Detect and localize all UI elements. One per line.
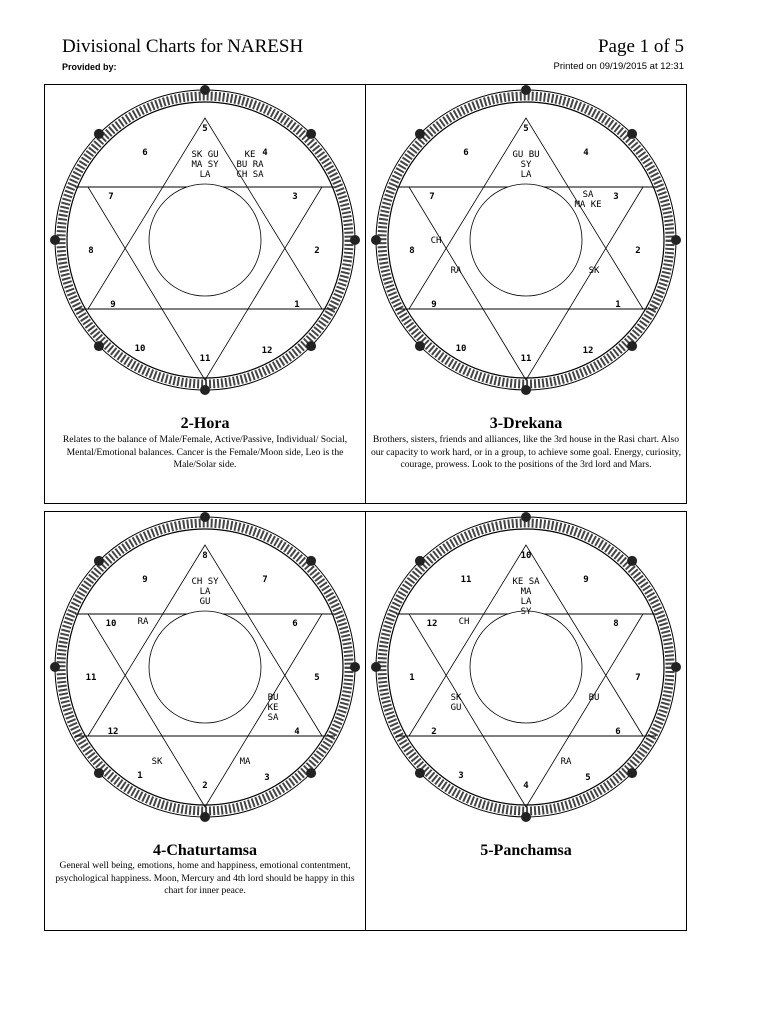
house-number: 11 (460, 575, 472, 585)
house-number: 6 (615, 727, 621, 737)
planet-label: KE SA (512, 577, 540, 587)
house-number: 11 (199, 354, 211, 364)
planet-label: GU BU (512, 150, 540, 160)
house-number: 12 (107, 727, 119, 737)
planet-label: CH SA (236, 170, 264, 180)
printed-date: Printed on 09/19/2015 at 12:31 (553, 61, 684, 72)
house-number: 2 (431, 727, 437, 737)
house-number: 8 (202, 551, 208, 561)
house-number: 3 (458, 771, 464, 781)
house-number: 7 (262, 575, 268, 585)
house-number: 1 (409, 673, 415, 683)
house-number: 11 (85, 673, 97, 683)
house-number: 9 (583, 575, 589, 585)
provided-by-label: Provided by: (62, 62, 117, 72)
planet-label: MA (520, 587, 532, 597)
planet-label: CH SY (191, 577, 219, 587)
house-number: 2 (314, 246, 320, 256)
chart-title: 3-Drekana (489, 415, 563, 432)
chart-cell-drekana (366, 85, 686, 503)
house-number: 9 (431, 300, 437, 310)
house-number: 5 (314, 673, 320, 683)
planet-label: MA SY (191, 160, 219, 170)
planet-label: LA (199, 170, 211, 180)
house-number: 2 (635, 246, 641, 256)
house-number: 3 (264, 773, 270, 783)
chart-description: General well being, emotions, home and happiness, emotional contentment, psychological happiness. Moon, Mercury and 4th lord should be happy in this chart for inner peace. (55, 860, 355, 896)
planet-label: SK (450, 693, 462, 703)
house-number: 10 (105, 619, 117, 629)
house-number: 10 (455, 344, 467, 354)
house-number: 10 (520, 551, 532, 561)
planet-label: LA (520, 597, 532, 607)
house-number: 5 (523, 124, 529, 134)
planet-label: RA (560, 757, 572, 767)
house-number: 12 (261, 346, 273, 356)
house-number: 9 (110, 300, 116, 310)
house-number: 7 (429, 192, 435, 202)
chart-description: Brothers, sisters, friends and alliances, like the 3rd house in the Rasi chart. Also our capacity to work hard, or in a group, to achieve some goal. Energy, curiosity, courage, prowess. Look to the positions of the 3rd lord and Mars. (370, 434, 682, 470)
house-number: 6 (142, 148, 148, 158)
planet-label: RA (137, 617, 149, 627)
planet-label: LA (520, 170, 532, 180)
drekana-chart (366, 85, 686, 403)
page-number: Page 1 of 5 (597, 36, 684, 57)
planet-label: SA (267, 713, 279, 723)
planet-label: BU (267, 693, 279, 703)
planet-label: CH (430, 236, 442, 246)
house-number: 2 (202, 781, 208, 791)
planet-label: KE (244, 150, 256, 160)
house-number: 4 (294, 727, 300, 737)
house-number: 5 (585, 773, 591, 783)
house-number: 5 (202, 124, 208, 134)
planet-label: RA (450, 266, 462, 276)
house-number: 3 (292, 192, 298, 202)
planet-label: MA (239, 757, 251, 767)
house-number: 4 (583, 148, 589, 158)
house-number: 4 (523, 781, 529, 791)
chart-title: 2-Hora (180, 415, 230, 432)
planet-label: SK (588, 266, 600, 276)
house-number: 8 (613, 619, 619, 629)
chart-cell-chaturtamsa (45, 512, 365, 930)
house-number: 12 (426, 619, 438, 629)
planet-label: LA (199, 587, 211, 597)
planet-label: GU (199, 597, 211, 607)
chart-description: Relates to the balance of Male/Female, Active/Passive, Individual/ Social, Mental/Emotional balances. Cancer is the Female/Moon side, Leo is the Male/Solar side. (62, 434, 348, 470)
house-number: 1 (615, 300, 621, 310)
house-number: 9 (142, 575, 148, 585)
house-number: 12 (582, 346, 594, 356)
chart-title: 5-Panchamsa (480, 842, 572, 859)
house-number: 11 (520, 354, 532, 364)
hora-chart (45, 85, 365, 403)
house-number: 6 (292, 619, 298, 629)
planet-label: CH (458, 617, 470, 627)
house-number: 4 (262, 148, 268, 158)
planet-label: SY (520, 160, 532, 170)
planet-label: BU (588, 693, 600, 703)
chart-title: 4-Chaturtamsa (153, 842, 257, 859)
page-title: Divisional Charts for NARESH (62, 36, 304, 57)
house-number: 7 (635, 673, 641, 683)
planet-label: SK (151, 757, 163, 767)
planet-label: MA KE (574, 200, 602, 210)
house-number: 10 (134, 344, 146, 354)
planet-label: KE (267, 703, 279, 713)
house-number: 8 (88, 246, 94, 256)
chart-cell-hora (45, 85, 365, 503)
house-number: 3 (613, 192, 619, 202)
house-number: 1 (294, 300, 300, 310)
house-number: 8 (409, 246, 415, 256)
chart-cell-panchamsa (366, 512, 686, 930)
planet-label: BU RA (236, 160, 264, 170)
planet-label: SA (582, 190, 594, 200)
chaturtamsa-chart (45, 512, 365, 830)
house-number: 7 (108, 192, 114, 202)
planet-label: SY (520, 607, 532, 617)
planet-label: GU (450, 703, 462, 713)
house-number: 6 (463, 148, 469, 158)
house-number: 1 (137, 771, 143, 781)
panchamsa-chart (366, 512, 686, 830)
planet-label: SK GU (191, 150, 219, 160)
